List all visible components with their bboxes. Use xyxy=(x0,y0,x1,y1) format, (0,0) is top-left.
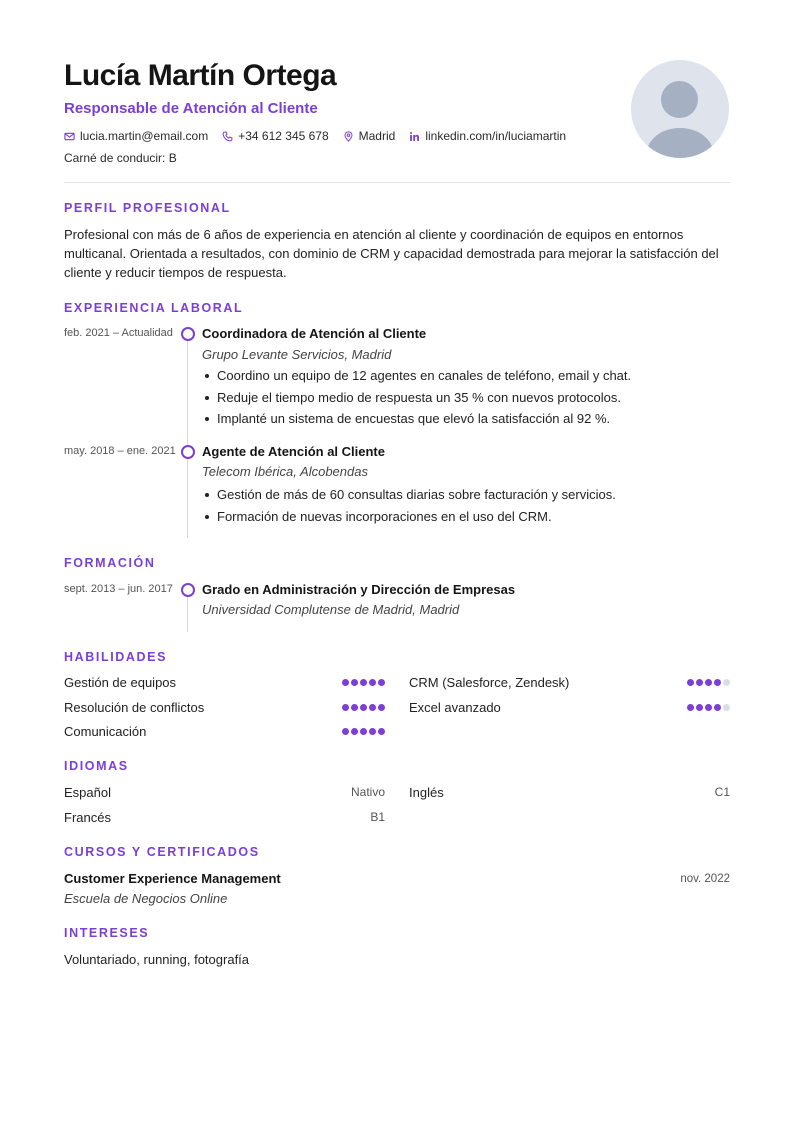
contact-location xyxy=(343,128,396,144)
rating-dot-filled xyxy=(369,679,376,686)
linkedin-text: linkedin.com/in/luciamartin xyxy=(425,129,567,143)
list-item: Reduje el tiempo medio de respuesta un 35 % con nuevos protocolos. xyxy=(217,390,631,406)
rating-dot-filled xyxy=(705,679,712,686)
location-pin-icon xyxy=(343,131,354,142)
section-title-education: FORMACIÓN xyxy=(64,556,156,570)
language-item xyxy=(64,810,385,828)
skill-item xyxy=(64,675,385,693)
list-item: Implanté un sistema de encuestas que elevó la satisfacción al 92 %. xyxy=(217,411,631,427)
skill-item xyxy=(64,724,385,742)
language-level: B1 xyxy=(370,810,385,824)
section-title-skills: HABILIDADES xyxy=(64,650,168,664)
rating-dot-filled xyxy=(714,704,721,711)
education-date: sept. 2013 – jun. 2017 xyxy=(64,583,173,595)
experience-role: Coordinadora de Atención al Cliente xyxy=(202,326,427,341)
rating-dot-filled xyxy=(378,679,385,686)
email-text: lucia.martin@email.com xyxy=(80,129,209,143)
phone-icon xyxy=(222,131,233,142)
skill-rating xyxy=(340,728,385,735)
rating-dot-filled xyxy=(360,704,367,711)
experience-bullets xyxy=(217,368,631,433)
timeline-dot xyxy=(181,583,195,597)
skill-name: Comunicación xyxy=(64,724,147,739)
avatar-body-shape xyxy=(647,128,713,158)
skill-item xyxy=(409,700,730,718)
timeline-dot xyxy=(181,445,195,459)
rating-dot-filled xyxy=(360,728,367,735)
timeline-dot xyxy=(181,327,195,341)
section-title-languages: IDIOMAS xyxy=(64,759,129,773)
rating-dot-filled xyxy=(687,679,694,686)
rating-dot-empty xyxy=(723,679,730,686)
rating-dot-filled xyxy=(705,704,712,711)
list-item: Formación de nuevas incorporaciones en el uso del CRM. xyxy=(217,509,616,525)
language-level: Nativo xyxy=(350,785,385,799)
location-text: Madrid xyxy=(358,129,396,143)
rating-dot-filled xyxy=(714,679,721,686)
rating-dot-filled xyxy=(687,704,694,711)
section-title-interests: INTERESES xyxy=(64,926,150,940)
language-level: C1 xyxy=(714,785,730,799)
language-name: Español xyxy=(64,785,111,800)
rating-dot-filled xyxy=(696,704,703,711)
experience-company: Telecom Ibérica, Alcobendas xyxy=(202,464,368,479)
linkedin-icon xyxy=(409,131,420,142)
rating-dot-filled xyxy=(369,728,376,735)
language-name: Inglés xyxy=(409,785,444,800)
education-entry xyxy=(64,582,730,626)
resume-page xyxy=(64,0,730,1123)
rating-dot-filled xyxy=(342,728,349,735)
language-item xyxy=(64,785,385,803)
skill-name: Gestión de equipos xyxy=(64,675,177,690)
email-icon xyxy=(64,131,75,142)
list-item: Gestión de más de 60 consultas diarias sobre facturación y servicios. xyxy=(217,487,616,502)
education-institution: Universidad Complutense de Madrid, Madrid xyxy=(202,602,460,617)
experience-entry xyxy=(64,326,730,436)
rating-dot-empty xyxy=(723,704,730,711)
rating-dot-filled xyxy=(351,728,358,735)
education-degree: Grado en Administración y Dirección de Empresas xyxy=(202,582,516,597)
language-name: Francés xyxy=(64,810,111,825)
section-title-profile: PERFIL PROFESIONAL xyxy=(64,201,231,215)
skill-name: CRM (Salesforce, Zendesk) xyxy=(409,675,570,690)
contact-phone[interactable] xyxy=(222,128,328,144)
section-title-courses: CURSOS Y CERTIFICADOS xyxy=(64,845,260,859)
experience-date: feb. 2021 – Actualidad xyxy=(64,327,173,339)
course-institution: Escuela de Negocios Online xyxy=(64,891,228,906)
experience-role: Agente de Atención al Cliente xyxy=(202,444,385,459)
candidate-name: Lucía Martín Ortega xyxy=(64,59,337,92)
experience-entry xyxy=(64,444,730,534)
driving-license: Carné de conducir: B xyxy=(64,151,177,165)
avatar xyxy=(631,60,729,158)
contact-linkedin[interactable] xyxy=(409,128,566,144)
experience-date: may. 2018 – ene. 2021 xyxy=(64,445,176,457)
skill-rating xyxy=(340,704,385,711)
rating-dot-filled xyxy=(369,704,376,711)
avatar-head-shape xyxy=(661,81,698,118)
list-item: Coordino un equipo de 12 agentes en canales de teléfono, email y chat. xyxy=(217,368,632,383)
skill-rating xyxy=(685,679,730,686)
skill-name: Resolución de conflictos xyxy=(64,700,205,715)
skill-name: Excel avanzado xyxy=(409,700,501,715)
skill-item xyxy=(64,700,385,718)
language-item xyxy=(409,785,730,803)
experience-company: Grupo Levante Servicios, Madrid xyxy=(202,347,392,362)
rating-dot-filled xyxy=(360,679,367,686)
skill-item xyxy=(409,675,730,693)
section-title-experience: EXPERIENCIA LABORAL xyxy=(64,301,244,315)
rating-dot-filled xyxy=(378,728,385,735)
contact-info xyxy=(64,128,580,144)
header-divider xyxy=(64,182,730,183)
skill-rating xyxy=(340,679,385,686)
rating-dot-filled xyxy=(378,704,385,711)
contact-email[interactable] xyxy=(64,128,208,144)
rating-dot-filled xyxy=(351,704,358,711)
phone-text: +34 612 345 678 xyxy=(238,129,329,143)
experience-bullets xyxy=(217,487,616,530)
rating-dot-filled xyxy=(696,679,703,686)
rating-dot-filled xyxy=(342,704,349,711)
resume-header xyxy=(64,58,730,183)
rating-dot-filled xyxy=(351,679,358,686)
course-name: Customer Experience Management xyxy=(64,871,281,886)
profile-text: Profesional con más de 6 años de experiencia en atención al cliente y coordinación de equipos en entornos multicanal. Orientada a resultados, con dominio de CRM y capacidad demostrada para mejorar la satisfacción del cliente y reducir tiempos de respuesta. xyxy=(64,227,719,280)
rating-dot-filled xyxy=(342,679,349,686)
interests-text: Voluntariado, running, fotografía xyxy=(64,952,250,967)
candidate-title: Responsable de Atención al Cliente xyxy=(64,100,318,117)
course-date: nov. 2022 xyxy=(680,873,730,885)
skill-rating xyxy=(685,704,730,711)
